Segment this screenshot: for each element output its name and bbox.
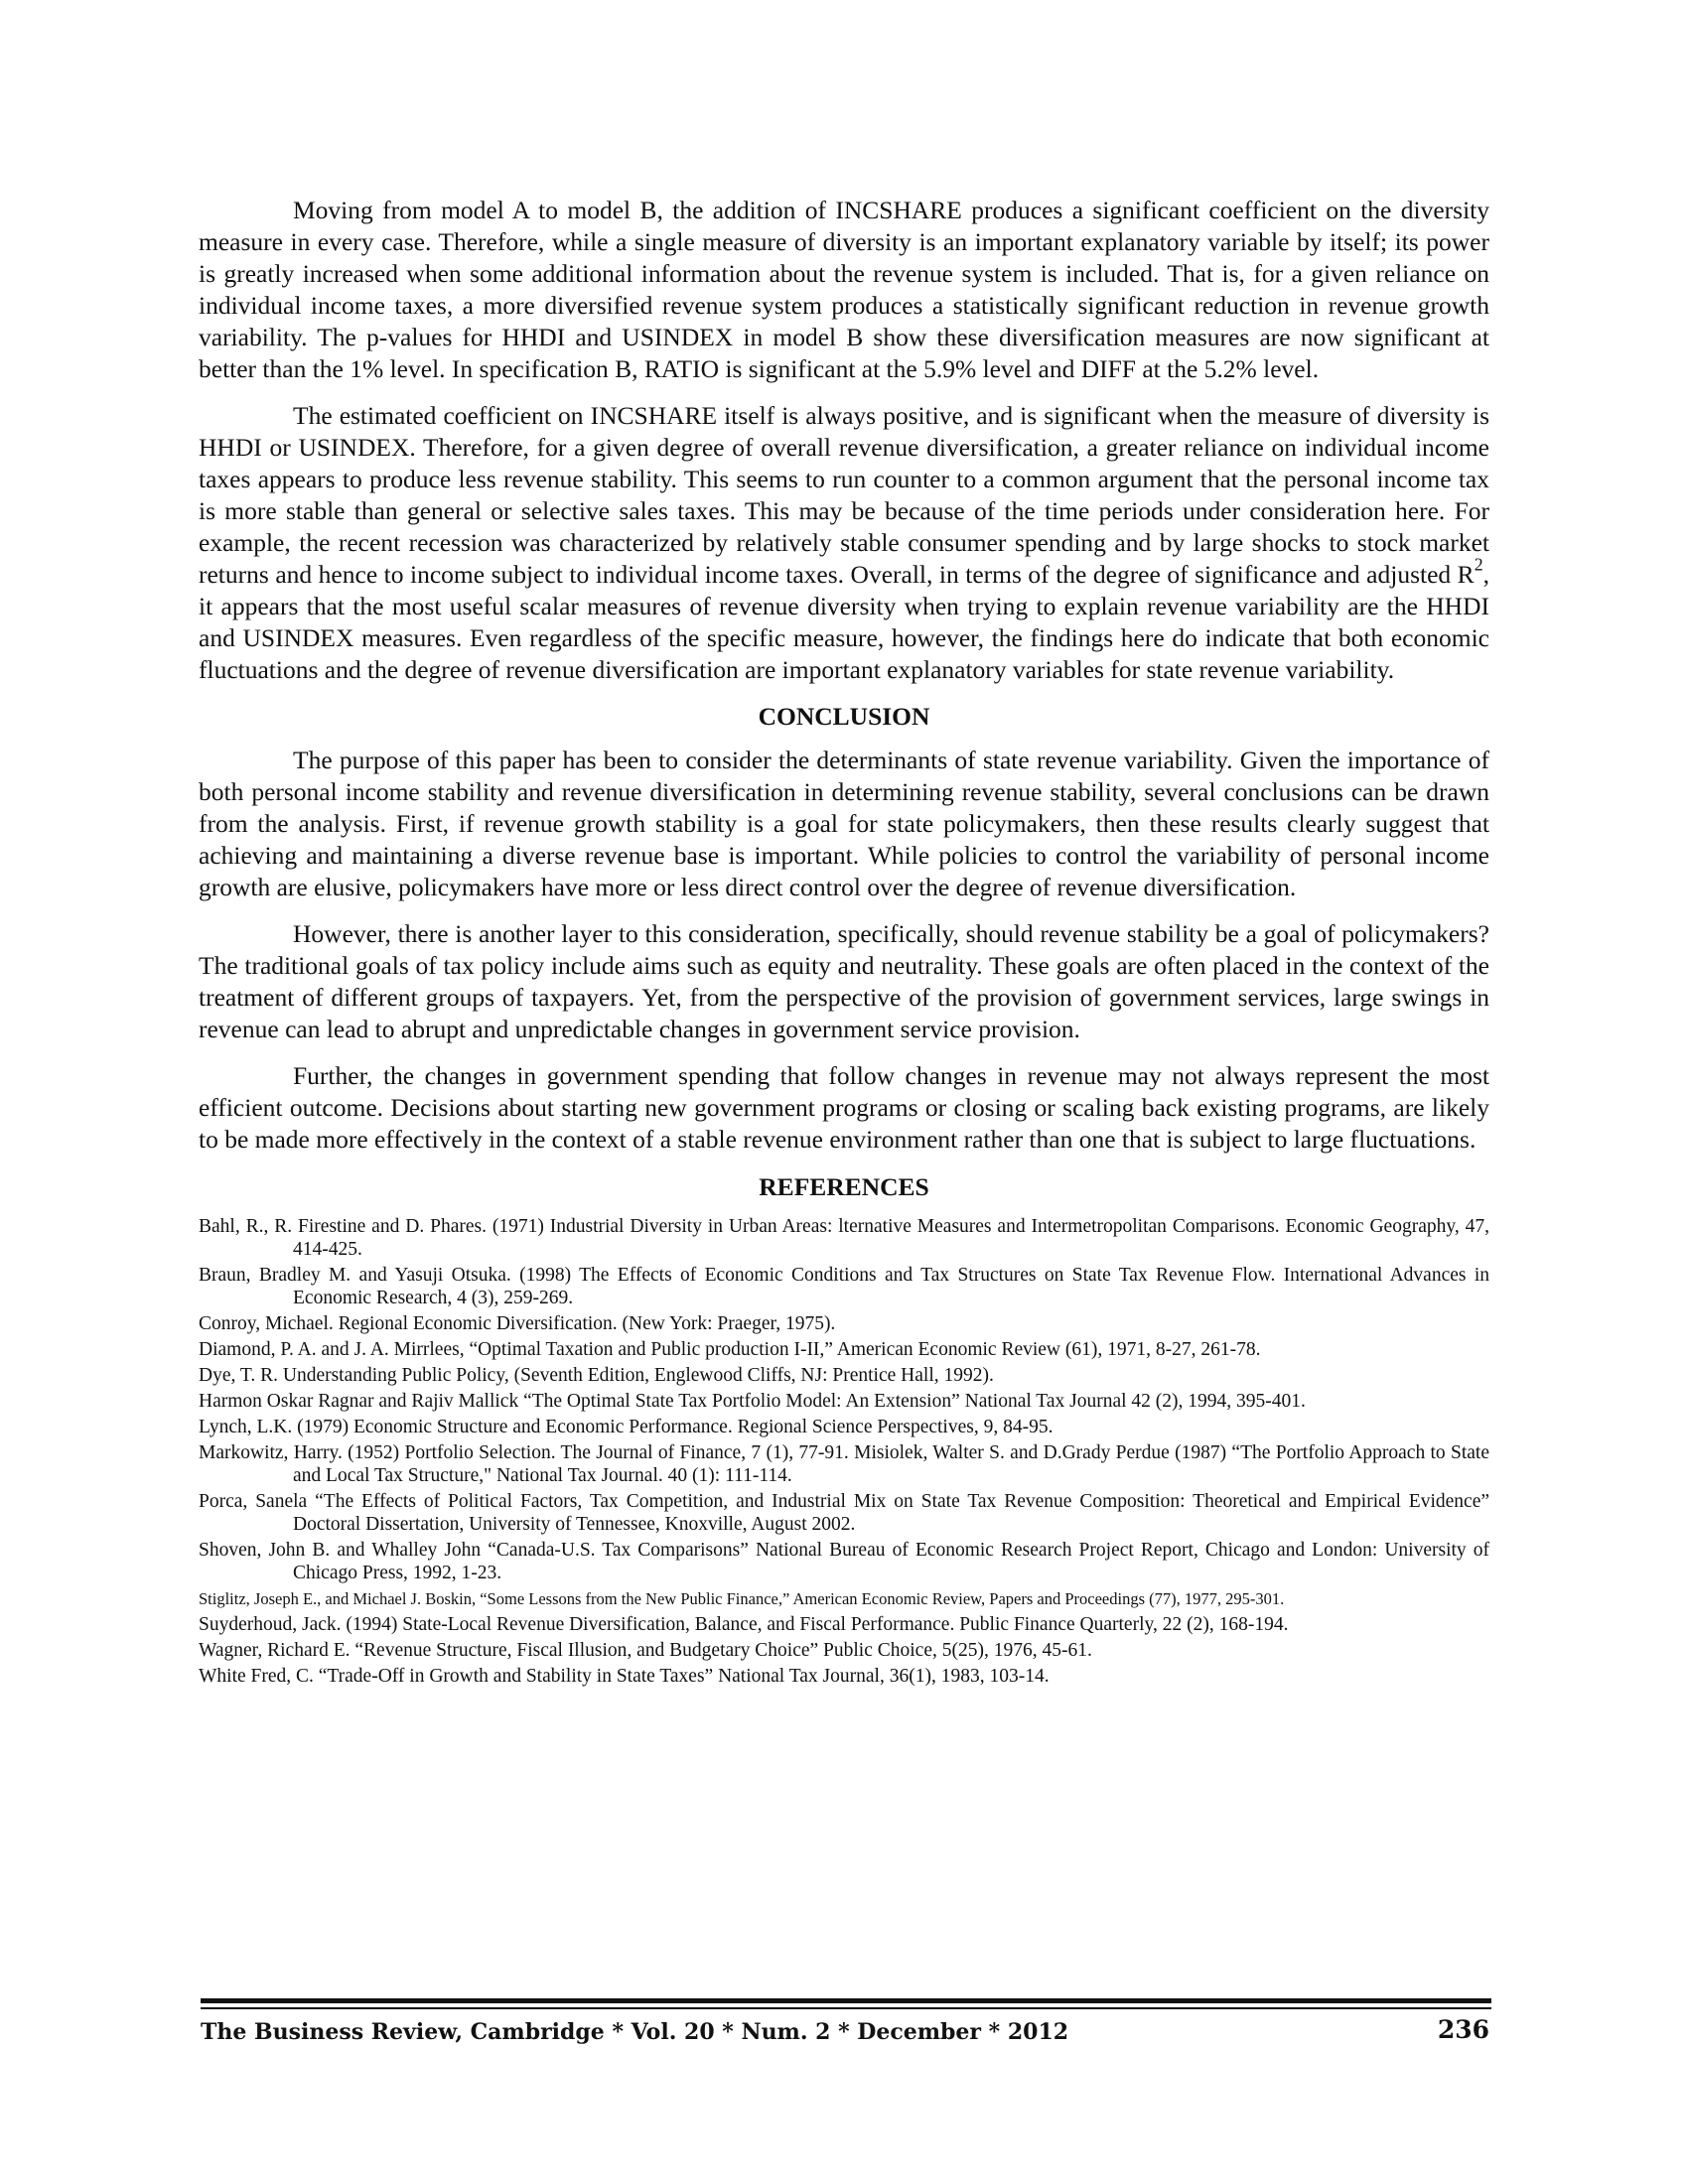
body-paragraph-2 [199, 400, 1489, 686]
reference-item: Diamond, P. A. and J. A. Mirrlees, “Optimal Taxation and Public production I-II,” American Economic Review (61), 1971, 8-27, 261-78. [199, 1339, 1261, 1360]
reference-item: Dye, T. R. Understanding Public Policy, (Seventh Edition, Englewood Cliffs, NJ: Prentice Hall, 1992). [199, 1365, 994, 1386]
reference-item: Bahl, R., R. Firestine and D. Phares. (1971) Industrial Diversity in Urban Areas: lternative Measures and Intermetropolitan Comparisons. Economic Geography, 47, 414-425. [199, 1216, 1489, 1260]
footer-rule-thin [201, 2007, 1491, 2009]
body-paragraph-3: The purpose of this paper has been to consider the determinants of state revenue variability. Given the importance of both personal income stability and revenue diversification in determining revenue stability, several conclusions can be drawn from the analysis. First, if revenue growth stability is a goal for state policymakers, then these results clearly suggest that achieving and maintaining a diverse revenue base is important. While policies to control the variability of personal income growth are elusive, policymakers have more or less direct control over the degree of revenue diversification. [199, 746, 1489, 901]
reference-item: Braun, Bradley M. and Yasuji Otsuka. (1998) The Effects of Economic Conditions and Tax Structures on State Tax Revenue Flow. International Advances in Economic Research, 4 (3), 259-269. [199, 1265, 1489, 1308]
page-content [199, 195, 1489, 1691]
reference-item: White Fred, C. “Trade-Off in Growth and Stability in State Taxes” National Tax Journal, 36(1), 1983, 103-14. [199, 1666, 1050, 1687]
reference-item: Porca, Sanela “The Effects of Political Factors, Tax Competition, and Industrial Mix on State Tax Revenue Composition: Theoretical and Empirical Evidence” Doctoral Dissertation, University of Tennessee, Knoxville, August 2002. [199, 1491, 1489, 1535]
conclusion-heading: CONCLUSION [758, 702, 930, 731]
reference-item: Suyderhoud, Jack. (1994) State-Local Revenue Diversification, Balance, and Fiscal Performance. Public Finance Quarterly, 22 (2), 168-194. [199, 1614, 1289, 1635]
r-squared-superscript: 2 [1474, 554, 1483, 575]
reference-item: Lynch, L.K. (1979) Economic Structure and Economic Performance. Regional Science Perspectives, 9, 84-95. [199, 1417, 1054, 1437]
body-paragraph-1: Moving from model A to model B, the addition of INCSHARE produces a significant coefficient on the diversity measure in every case. Therefore, while a single measure of diversity is an important explanatory variable by itself; its power is greatly increased when some additional information about the revenue system is included. That is, for a given reliance on individual income taxes, a more diversified revenue system produces a statistically significant reduction in revenue growth variability. The p-values for HHDI and USINDEX in model B show these diversification measures are now significant at better than the 1% level. In specification B, RATIO is significant at the 5.9% level and DIFF at the 5.2% level. [199, 196, 1489, 383]
reference-item: Wagner, Richard E. “Revenue Structure, Fiscal Illusion, and Budgetary Choice” Public Choice, 5(25), 1976, 45-61. [199, 1640, 1092, 1661]
body-paragraph-4: However, there is another layer to this consideration, specifically, should revenue stability be a goal of policymakers? The traditional goals of tax policy include aims such as equity and neutrality. These goals are often placed in the context of the treatment of different groups of taxpayers. Yet, from the perspective of the provision of government services, large swings in revenue can lead to abrupt and unpredictable changes in government service provision. [199, 919, 1489, 1043]
body-paragraph-5: Further, the changes in government spending that follow changes in revenue may not always represent the most efficient outcome. Decisions about starting new government programs or closing or scaling back existing programs, are likely to be made more effectively in the context of a stable revenue environment rather than one that is subject to large fluctuations. [199, 1061, 1489, 1154]
paragraph-2-text-b: , it appears that the most useful scalar measures of revenue diversity when trying to explain revenue variability are the HHDI and USINDEX measures. Even regardless of the specific measure, however, the findings here do indicate that both economic fluctuations and the degree of revenue diversification are important explanatory variables for state revenue variability. [199, 560, 1489, 684]
reference-item: Harmon Oskar Ragnar and Rajiv Mallick “The Optimal State Tax Portfolio Model: An Extension” National Tax Journal 42 (2), 1994, 395-401. [199, 1391, 1306, 1412]
paragraph-2-text-a: The estimated coefficient on INCSHARE itself is always positive, and is significant when the measure of diversity is HHDI or USINDEX. Therefore, for a given degree of overall revenue diversification, a greater reliance on individual income taxes appears to produce less revenue stability. This seems to run counter to a common argument that the personal income tax is more stable than general or selective sales taxes. This may be because of the time periods under consideration here. For example, the recent recession was characterized by relatively stable consumer spending and by large shocks to stock market returns and hence to income subject to individual income taxes. Overall, in terms of the degree of significance and adjusted R [199, 401, 1489, 589]
footer-rule-thick [201, 1998, 1491, 2003]
reference-item: Stiglitz, Joseph E., and Michael J. Boskin, “Some Lessons from the New Public Finance,” American Economic Review, Papers and Proceedings (77), 1977, 295-301. [199, 1589, 1285, 1608]
reference-list [199, 1215, 1489, 1688]
footer-journal-info: The Business Review, Cambridge * Vol. 20 * Num. 2 * December * 2012 [201, 2019, 1069, 2045]
reference-item: Shoven, John B. and Whalley John “Canada-U.S. Tax Comparisons” National Bureau of Economic Research Project Report, Chicago and London: University of Chicago Press, 1992, 1-23. [199, 1540, 1489, 1583]
references-heading: REFERENCES [759, 1172, 929, 1201]
reference-item: Conroy, Michael. Regional Economic Diversification. (New York: Praeger, 1975). [199, 1313, 836, 1334]
reference-item: Markowitz, Harry. (1952) Portfolio Selection. The Journal of Finance, 7 (1), 77-91. Misiolek, Walter S. and D.Grady Perdue (1987) “The Portfolio Approach to State and Local Tax Structure," National Tax Journal. 40 (1): 111-114. [199, 1442, 1489, 1486]
page-number: 236 [1437, 2015, 1489, 2044]
